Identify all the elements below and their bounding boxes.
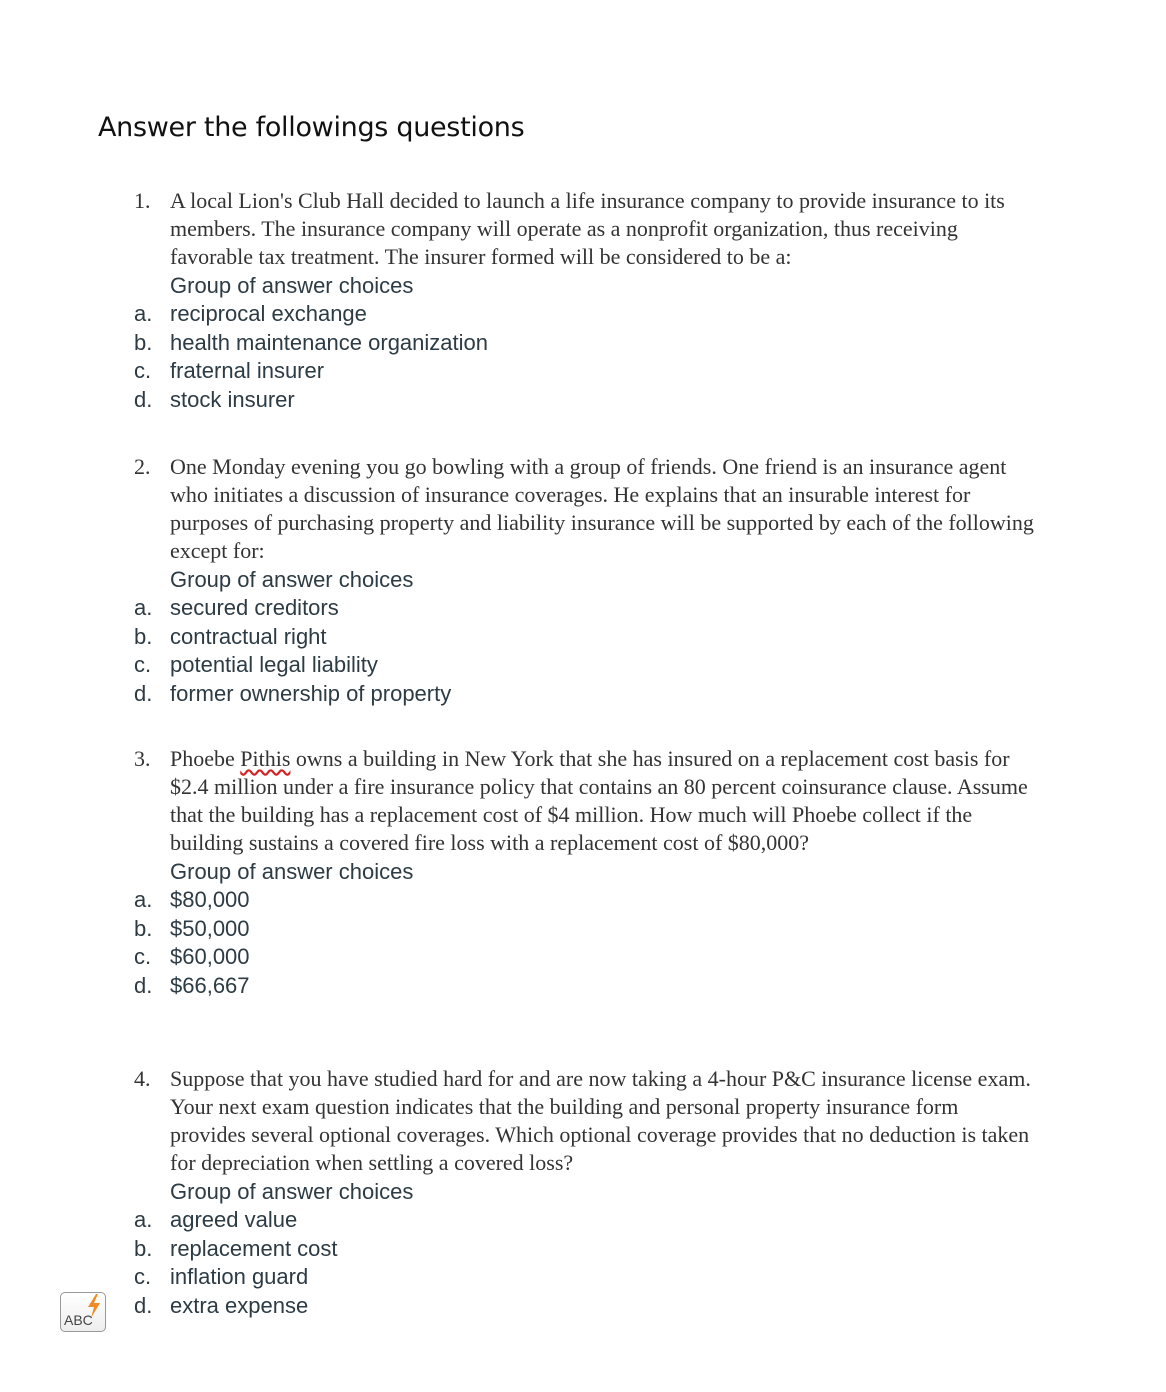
lightning-icon: [86, 1294, 102, 1318]
answer-option[interactable]: d. stock insurer: [134, 386, 295, 412]
answer-option[interactable]: d. former ownership of property: [134, 680, 452, 706]
question-number: 1.: [134, 188, 151, 213]
spelling-flagged-word[interactable]: Pithis: [240, 746, 291, 771]
question-1: [134, 187, 1034, 414]
question-text: Phoebe Pithis owns a building in New York that she has insured on a replacement cost basis for $2.4 million under a fire insurance policy that contains an 80 percent coinsurance clause. Assume that the building has a replacement cost of $4 million. How much will Phoebe collect if the building sustains a covered fire loss with a replacement cost of $80,000?: [170, 746, 1028, 855]
answer-option[interactable]: a. $80,000: [134, 887, 250, 912]
spellcheck-button[interactable]: [60, 1292, 106, 1332]
answer-option[interactable]: d. extra expense: [134, 1292, 309, 1318]
group-label: Group of answer choices: [170, 859, 414, 884]
answer-option[interactable]: c. $60,000: [134, 944, 250, 969]
question-2: [134, 453, 1034, 708]
group-label: Group of answer choices: [170, 1179, 414, 1204]
page-title: Answer the followings questions: [98, 112, 525, 143]
answer-option[interactable]: b. contractual right: [134, 623, 327, 649]
answer-option[interactable]: a. agreed value: [134, 1207, 298, 1232]
question-number: 4.: [134, 1066, 151, 1091]
question-number: 2.: [134, 454, 151, 479]
spellcheck-label: ABC: [64, 1312, 93, 1328]
question-text: A local Lion's Club Hall decided to launch a life insurance company to provide insurance to its members. The insurance company will operate as a nonprofit organization, thus receiving favorable tax treatment. The insurer formed will be considered to be a:: [170, 188, 1005, 269]
group-label: Group of answer choices: [170, 273, 414, 298]
answer-option[interactable]: a. reciprocal exchange: [134, 301, 367, 326]
answer-option[interactable]: b. $50,000: [134, 915, 250, 941]
question-4: [134, 1065, 1034, 1320]
answer-option[interactable]: c. fraternal insurer: [134, 358, 325, 383]
answer-option[interactable]: b. health maintenance organization: [134, 329, 489, 355]
group-label: Group of answer choices: [170, 567, 414, 592]
answer-option[interactable]: b. replacement cost: [134, 1235, 338, 1261]
question-text: Suppose that you have studied hard for and are now taking a 4-hour P&C insurance license exam. Your next exam question indicates that the building and personal property insurance form provides several optional coverages. Which optional coverage provides that no deduction is taken for depreciation when settling a covered loss?: [170, 1066, 1031, 1175]
question-number: 3.: [134, 746, 151, 771]
question-3: [134, 745, 1034, 1000]
question-text: One Monday evening you go bowling with a group of friends. One friend is an insurance agent who initiates a discussion of insurance coverages. He explains that an insurable interest for purposes of purchasing property and liability insurance will be supported by each of the following except for:: [170, 454, 1034, 563]
answer-option[interactable]: c. potential legal liability: [134, 652, 378, 677]
answer-option[interactable]: a. secured creditors: [134, 595, 339, 620]
answer-option[interactable]: d. $66,667: [134, 972, 250, 998]
answer-option[interactable]: c. inflation guard: [134, 1264, 309, 1289]
